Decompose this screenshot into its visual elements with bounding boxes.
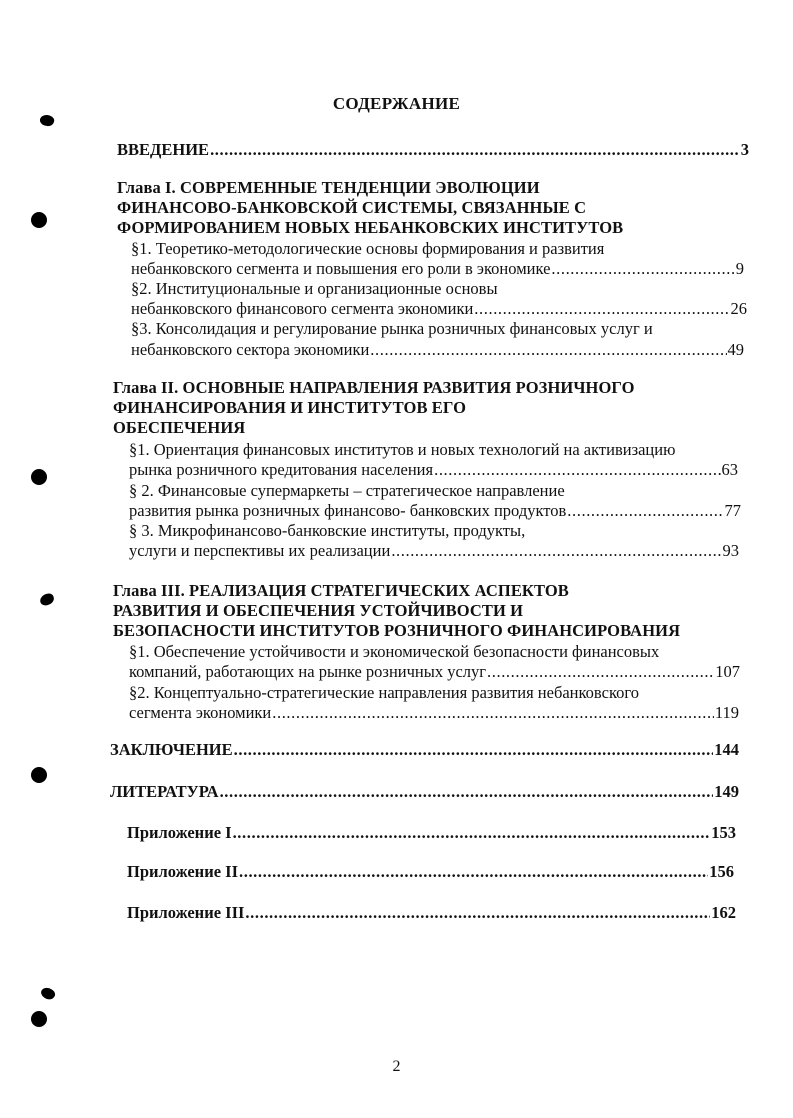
- section-1-1-line-1[interactable]: §1. Теоретико-методологические основы формирования и развития: [131, 239, 605, 258]
- toc-entry-label: ВВЕДЕНИЕ: [117, 140, 210, 159]
- toc-entry-page: 162: [711, 903, 736, 922]
- toc-entry-section-1-1[interactable]: [131, 259, 744, 279]
- chapter-3-heading-line-2[interactable]: РАЗВИТИЯ И ОБЕСПЕЧЕНИЯ УСТОЙЧИВОСТИ И: [113, 601, 524, 620]
- toc-entry-page: 107: [715, 662, 740, 681]
- toc-entry-label: рынка розничного кредитования населения: [129, 460, 434, 479]
- chapter-3-heading-line-3[interactable]: БЕЗОПАСНОСТИ ИНСТИТУТОВ РОЗНИЧНОГО ФИНАНСИРОВАНИЯ: [113, 621, 681, 640]
- chapter-2-heading-line-2[interactable]: ФИНАНСИРОВАНИЯ И ИНСТИТУТОВ ЕГО: [113, 398, 467, 417]
- leader-dots: [233, 823, 711, 843]
- toc-entry-page: 49: [727, 340, 744, 359]
- leader-dots: [434, 460, 720, 480]
- section-3-1-line-1[interactable]: §1. Обеспечение устойчивости и экономической безопасности финансовых: [129, 642, 660, 661]
- toc-entry-page: 77: [724, 501, 741, 520]
- toc-entry-label: сегмента экономики: [129, 703, 272, 722]
- chapter-1-heading-line-3[interactable]: ФОРМИРОВАНИЕМ НОВЫХ НЕБАНКОВСКИХ ИНСТИТУТОВ: [117, 218, 624, 237]
- toc-entry-label: небанковского сегмента и повышения его роли в экономике: [131, 259, 551, 278]
- leader-dots: [370, 340, 726, 360]
- toc-entry-page: 3: [740, 140, 749, 159]
- toc-entry-label: ЗАКЛЮЧЕНИЕ: [110, 740, 233, 759]
- scan-blot: [39, 592, 55, 606]
- toc-entry-section-2-2[interactable]: [129, 501, 741, 521]
- leader-dots: [487, 662, 714, 682]
- toc-entry-label: компаний, работающих на рынке розничных услуг: [129, 662, 487, 681]
- page-number: 2: [392, 1058, 401, 1075]
- toc-entry-section-1-2[interactable]: [131, 299, 747, 319]
- punch-hole: [31, 469, 47, 485]
- toc-entry-section-1-3[interactable]: [131, 340, 744, 360]
- section-1-2-line-1[interactable]: §2. Институциональные и организационные основы: [131, 279, 498, 298]
- toc-entry-appendix-2[interactable]: [127, 862, 734, 882]
- toc-entry-section-3-1[interactable]: [129, 662, 740, 682]
- toc-entry-label: небанковского сектора экономики: [131, 340, 370, 359]
- leader-dots: [234, 740, 714, 760]
- leader-dots: [391, 541, 721, 561]
- leader-dots: [239, 862, 708, 882]
- toc-entry-label: ЛИТЕРАТУРА: [110, 782, 219, 801]
- toc-entry-label: услуги и перспективы их реализации: [129, 541, 391, 560]
- toc-entry-section-3-2[interactable]: [129, 703, 739, 723]
- toc-entry-label: небанковского финансового сегмента экономики: [131, 299, 474, 318]
- toc-entry-intro[interactable]: [117, 140, 749, 160]
- toc-entry-label: Приложение I: [127, 823, 232, 842]
- toc-entry-page: 63: [721, 460, 738, 479]
- toc-entry-section-2-1[interactable]: [129, 460, 738, 480]
- toc-entry-page: 144: [714, 740, 739, 759]
- chapter-1-heading-line-1[interactable]: Глава I. СОВРЕМЕННЫЕ ТЕНДЕНЦИИ ЭВОЛЮЦИИ: [117, 178, 540, 197]
- toc-entry-page: 93: [722, 541, 739, 560]
- leader-dots: [474, 299, 729, 319]
- chapter-2-heading-line-3[interactable]: ОБЕСПЕЧЕНИЯ: [113, 418, 246, 437]
- toc-entry-label: Приложение III: [127, 903, 245, 922]
- toc-entry-page: 119: [714, 703, 739, 722]
- toc-entry-appendix-3[interactable]: [127, 903, 736, 923]
- section-1-3-line-1[interactable]: §3. Консолидация и регулирование рынка розничных финансовых услуг и: [131, 319, 653, 338]
- chapter-3-heading-line-1[interactable]: Глава III. РЕАЛИЗАЦИЯ СТРАТЕГИЧЕСКИХ АСПЕКТОВ: [113, 581, 569, 600]
- toc-entry-literature[interactable]: [110, 782, 739, 802]
- toc-entry-page: 9: [735, 259, 744, 278]
- punch-hole: [31, 767, 47, 783]
- scan-blot: [39, 985, 57, 1002]
- toc-entry-page: 156: [709, 862, 734, 881]
- punch-hole: [31, 212, 47, 228]
- leader-dots: [245, 903, 710, 923]
- leader-dots: [272, 703, 714, 723]
- toc-entry-section-2-3[interactable]: [129, 541, 739, 561]
- leader-dots: [220, 782, 714, 802]
- page-title: СОДЕРЖАНИЕ: [332, 94, 461, 113]
- toc-entry-conclusion[interactable]: [110, 740, 739, 760]
- toc-entry-page: 26: [730, 299, 747, 318]
- leader-dots: [567, 501, 723, 521]
- chapter-2-heading-line-1[interactable]: Глава II. ОСНОВНЫЕ НАПРАВЛЕНИЯ РАЗВИТИЯ РОЗНИЧНОГО: [113, 378, 635, 397]
- leader-dots: [551, 259, 734, 279]
- section-2-2-line-1[interactable]: § 2. Финансовые супермаркеты – стратегическое направление: [129, 481, 565, 500]
- toc-entry-label: Приложение II: [127, 862, 238, 881]
- toc-entry-page: 153: [711, 823, 736, 842]
- chapter-1-heading-line-2[interactable]: ФИНАНСОВО-БАНКОВСКОЙ СИСТЕМЫ, СВЯЗАННЫЕ С: [117, 198, 587, 217]
- section-2-1-line-1[interactable]: §1. Ориентация финансовых институтов и новых технологий на активизацию: [129, 440, 676, 459]
- section-3-2-line-1[interactable]: §2. Концептуально-стратегические направления развития небанковского: [129, 683, 639, 702]
- section-2-3-line-1[interactable]: § 3. Микрофинансово-банковские институты, продукты,: [129, 521, 526, 540]
- toc-entry-page: 149: [714, 782, 739, 801]
- toc-entry-appendix-1[interactable]: [127, 823, 736, 843]
- leader-dots: [210, 140, 740, 160]
- punch-hole: [31, 1011, 47, 1027]
- toc-entry-label: развития рынка розничных финансово- банковских продуктов: [129, 501, 567, 520]
- scan-blot: [39, 113, 56, 128]
